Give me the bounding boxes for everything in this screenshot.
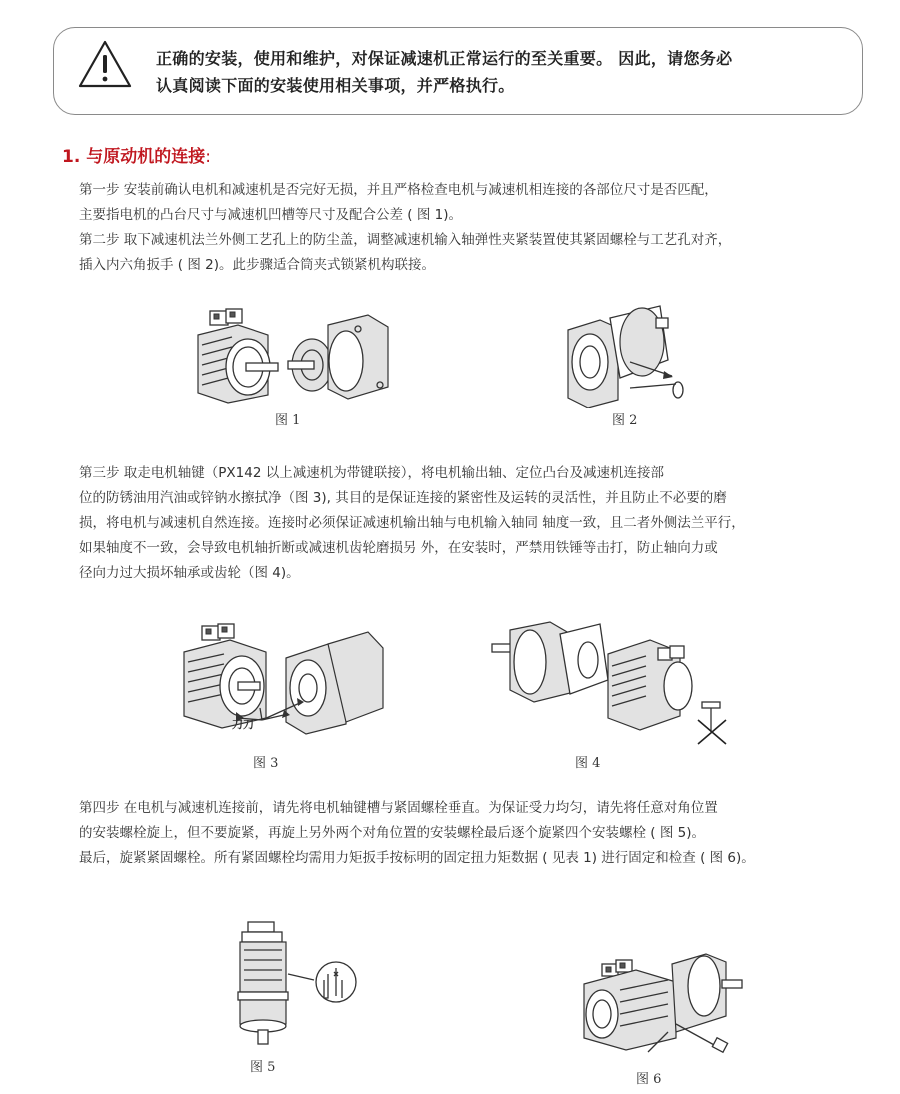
step-1-line-2: 主要指电机的凸台尺寸与减速机凹槽等尺寸及配合公差 ( 图 1)。 <box>79 207 462 223</box>
figure-1-caption: 图 1 <box>275 413 301 428</box>
figure-3-label: 刀刀 <box>232 718 254 731</box>
step-3-line-1: 第三步 取走电机轴键（PX142 以上减速机为带键联接），将电机输出轴、定位凸台及减速机连接部 <box>79 465 664 481</box>
figure-3-image <box>178 618 390 746</box>
step-3-line-2: 位的防锈油用汽油或锌钠水擦拭净（图 3), 其目的是保证连接的紧密性及运转的灵活性，并且防止不必要的磨 <box>79 490 727 506</box>
figure-4-image <box>490 620 732 746</box>
paragraph-step-4 <box>79 796 869 871</box>
paragraph-step-3 <box>79 461 869 586</box>
figure-3-caption: 图 3 <box>253 756 279 771</box>
figure-1-image <box>188 305 398 405</box>
notice-text <box>156 45 856 99</box>
figure-6-caption: 图 6 <box>636 1072 662 1087</box>
step-2-line-2: 插入内六角扳手 ( 图 2)。此步骤适合筒夹式锁紧机构联接。 <box>79 257 435 273</box>
paragraph-step-1 <box>79 178 869 228</box>
notice-line-2: 认真阅读下面的安装使用相关事项，并严格执行。 <box>156 76 515 95</box>
step-3-line-4: 如果轴度不一致，会导致电机轴折断或减速机齿轮磨损另 外，在安装时，严禁用铁锤等击打，防止轴向力或 <box>79 540 718 556</box>
section-number: 1. <box>62 147 81 167</box>
figure-4-caption: 图 4 <box>575 756 601 771</box>
warning-triangle-icon <box>77 39 133 89</box>
step-4-line-1: 第四步 在电机与减速机连接前，请先将电机轴键槽与紧固螺栓垂直。为保证受力均匀，请先将任意对角位置 <box>79 800 718 816</box>
figure-2-caption: 图 2 <box>612 413 638 428</box>
step-2-line-1: 第二步 取下减速机法兰外侧工艺孔上的防尘盖，调整减速机输入轴弹性夹紧装置使其紧固螺栓与工艺孔对齐， <box>79 232 732 248</box>
figure-6-image <box>576 942 746 1060</box>
notice-box <box>53 27 863 115</box>
step-4-line-2: 的安装螺栓旋上，但不要旋紧，再旋上另外两个对角位置的安装螺栓最后逐个旋紧四个安装螺栓 ( 图 5)。 <box>79 825 705 841</box>
paragraph-step-2 <box>79 228 869 278</box>
section-colon: : <box>205 147 211 167</box>
step-1-line-1: 第一步 安装前确认电机和减速机是否完好无损，并且严格检查电机与减速机相连接的各部位尺寸是否匹配， <box>79 182 718 198</box>
step-3-line-5: 径向力过大损坏轴承或齿轮（图 4)。 <box>79 565 300 581</box>
figure-5-caption: 图 5 <box>250 1060 276 1075</box>
section-title <box>62 142 211 167</box>
figure-5-image <box>232 918 360 1050</box>
notice-line-1: 正确的安装，使用和维护，对保证减速机正常运行的至关重要。 因此，请您务必 <box>156 49 733 68</box>
step-4-line-3: 最后，旋紧紧固螺栓。所有紧固螺栓均需用力矩扳手按标明的固定扭力矩数据 ( 见表 1) 进行固定和检查 ( 图 6)。 <box>79 850 755 866</box>
section-title-text: 与原动机的连接 <box>86 147 206 167</box>
figure-2-image <box>560 300 700 408</box>
step-3-line-3: 损，将电机与减速机自然连接。连接时必须保证减速机输出轴与电机输入轴同 轴度一致，且二者外侧法兰平行， <box>79 515 745 531</box>
